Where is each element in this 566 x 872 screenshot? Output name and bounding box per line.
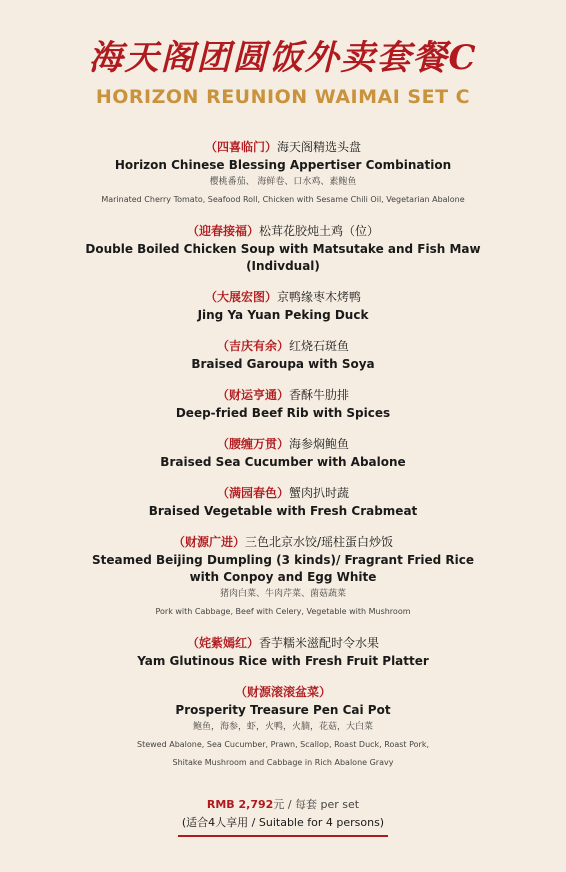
dish-components-english: Stewed Abalone, Sea Cucumber, Prawn, Scallop, Roast Duck, Roast Pork, (137, 740, 429, 749)
dish-name-english: Double Boiled Chicken Soup with Matsutake and Fish Maw (85, 242, 481, 256)
dish-components-chinese: 樱桃番茄、 海鲜卷、口水鸡、素鲍鱼 (209, 177, 357, 187)
menu-item (0, 337, 566, 373)
dish-name-english: Braised Sea Cucumber with Abalone (160, 455, 406, 469)
dish-name-chinese: 三色北京水饺/瑶柱蛋白炒饭 (244, 535, 394, 549)
dish-blessing-tag: （财运亨通） (216, 388, 289, 402)
price-amount: RMB 2,792 (206, 798, 274, 811)
dish-name-chinese: 香芋糯米滋配时令水果 (259, 636, 380, 650)
serving-note: (适合4人享用 / Suitable for 4 persons) (181, 816, 385, 829)
dish-blessing-tag: （迎春接福） (186, 224, 259, 238)
dish-name-english: Jing Ya Yuan Peking Duck (197, 308, 369, 322)
page-title-english: HORIZON REUNION WAIMAI SET C (95, 86, 471, 108)
dish-chinese-line (0, 533, 566, 552)
dish-name-english: Horizon Chinese Blessing Appertiser Combination (114, 158, 452, 172)
dish-blessing-tag: （腰缠万贯） (216, 437, 289, 451)
menu-item (0, 683, 566, 772)
dish-blessing-tag: （大展宏图） (204, 290, 277, 304)
dish-blessing-tag: （财源广进） (172, 535, 245, 549)
dish-chinese-line (0, 288, 566, 307)
menu-item (0, 533, 566, 621)
dish-chinese-line (0, 222, 566, 241)
dish-name-english: Deep-fried Beef Rib with Spices (175, 406, 391, 420)
dish-blessing-tag: （吉庆有余） (216, 339, 289, 353)
dish-chinese-line (0, 337, 566, 356)
menu-item (0, 288, 566, 324)
menu-item (0, 435, 566, 471)
dish-name-chinese: 海天阁精选头盘 (277, 140, 362, 154)
menu-item (0, 634, 566, 670)
menu-item (0, 386, 566, 422)
dish-chinese-line (0, 138, 566, 157)
menu-list (0, 138, 566, 785)
dish-name-english-continued: with Conpoy and Egg White (189, 570, 377, 584)
dish-name-english: Braised Garoupa with Soya (191, 357, 375, 371)
price-unit: 元 / 每套 per set (273, 798, 360, 811)
dish-blessing-tag: （满园春色） (216, 486, 289, 500)
dish-components-english: Pork with Cabbage, Beef with Celery, Vegetable with Mushroom (155, 607, 411, 616)
dish-blessing-tag: （四喜临门） (204, 140, 277, 154)
dish-name-english-continued: (Indivdual) (246, 259, 320, 273)
dish-chinese-line (0, 435, 566, 454)
dish-chinese-line (0, 634, 566, 653)
dish-name-english: Prosperity Treasure Pen Cai Pot (175, 703, 391, 717)
dish-chinese-line (0, 386, 566, 405)
price-line (0, 796, 566, 814)
menu-item (0, 222, 566, 275)
dish-name-chinese: 海参焖鲍鱼 (289, 437, 350, 451)
dish-components-chinese: 鲍鱼，海参，虾，火鸭，火腩，花菇，大白菜 (192, 722, 373, 732)
footer-divider (178, 835, 388, 837)
dish-components-english: Marinated Cherry Tomato, Seafood Roll, Chicken with Sesame Chili Oil, Vegetarian Abalone (101, 195, 465, 204)
dish-blessing-tag: （财源滚滚盆菜） (234, 685, 331, 699)
dish-chinese-line (0, 683, 566, 702)
dish-name-chinese: 蟹肉扒时蔬 (289, 486, 350, 500)
dish-chinese-line (0, 484, 566, 503)
dish-components-chinese: 猪肉白菜、牛肉芹菜、菌菇蔬菜 (219, 589, 346, 599)
dish-name-english: Yam Glutinous Rice with Fresh Fruit Platter (137, 654, 429, 668)
menu-item (0, 138, 566, 209)
menu-item (0, 484, 566, 520)
page-title-chinese: 海天阁团圆饭外卖套餐C (88, 38, 478, 78)
dish-name-chinese: 香酥牛肋排 (289, 388, 350, 402)
dish-name-chinese: 红烧石斑鱼 (289, 339, 350, 353)
dish-components-english-continued: Shitake Mushroom and Cabbage in Rich Abalone Gravy (172, 758, 394, 767)
dish-name-chinese: 京鸭缘枣木烤鸭 (277, 290, 362, 304)
dish-name-english: Steamed Beijing Dumpling (3 kinds)/ Fragrant Fried Rice (91, 553, 474, 567)
dish-name-chinese: 松茸花胶炖土鸡（位） (259, 224, 380, 238)
dish-blessing-tag: （姹紫嫣红） (186, 636, 259, 650)
dish-name-english: Braised Vegetable with Fresh Crabmeat (148, 504, 418, 518)
